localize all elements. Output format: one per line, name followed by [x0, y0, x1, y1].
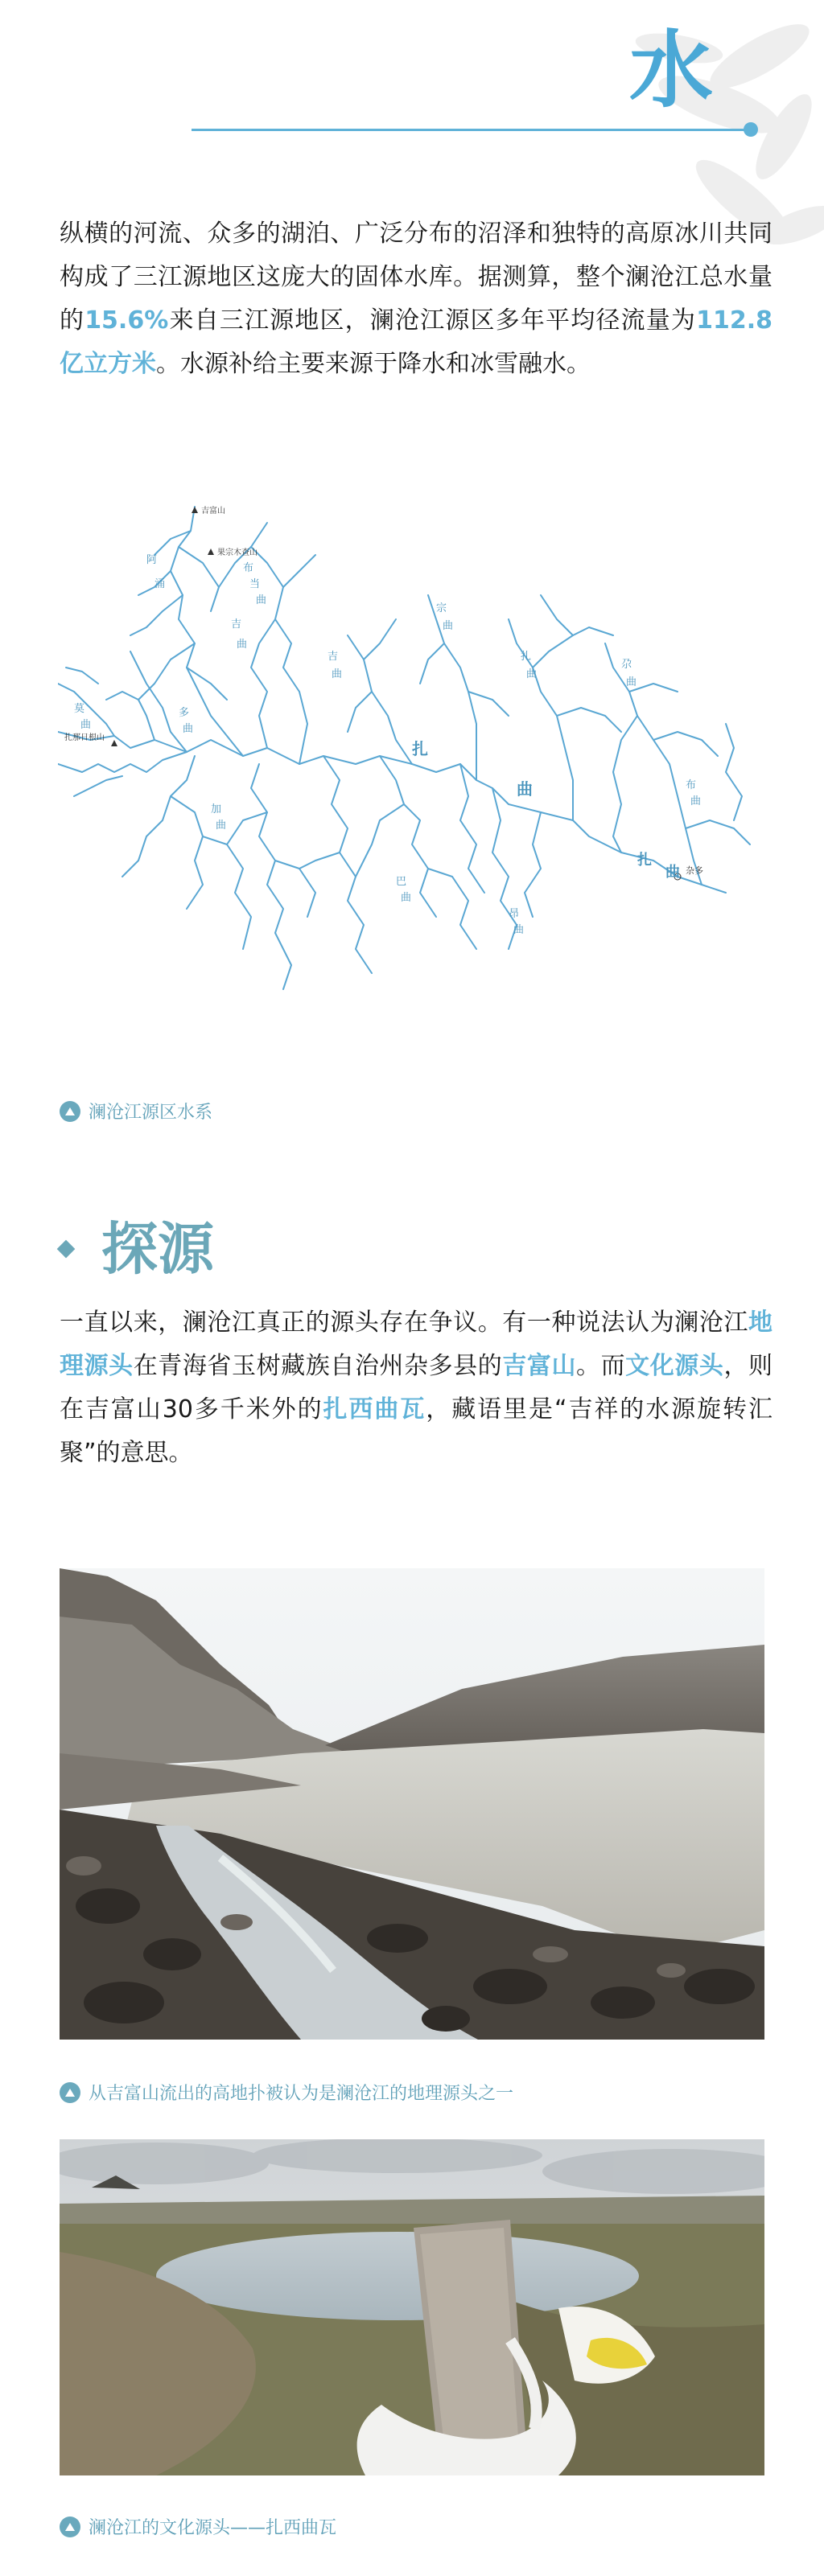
caption-triangle-icon	[60, 2082, 80, 2103]
map-label-b1: 吉	[231, 618, 242, 631]
map-label-i2: 曲	[526, 668, 538, 680]
page-title: 水	[629, 21, 715, 119]
section-text-5: ，藏语里是“吉祥的水源旋转汇聚”的意思。	[60, 1395, 772, 1467]
map-label-k1: 巴	[396, 876, 407, 888]
river-system-map	[58, 499, 766, 1013]
section-text-2: 在青海省玉树藏族自治州杂多县的	[133, 1352, 503, 1380]
zhaxiquwa-photo	[60, 2139, 764, 2475]
map-label-e1: 莫	[74, 703, 85, 715]
highlight-culture-source: 文化源头	[625, 1352, 724, 1380]
photo1-caption	[60, 2080, 513, 2105]
map-label-m2: 曲	[690, 795, 702, 807]
map-label-guoxin: 果宗木查山	[217, 548, 258, 557]
highlight-jifu: 吉富山	[502, 1352, 577, 1380]
map-label-j1: 尕	[621, 659, 632, 671]
map-label-c2: 当	[249, 578, 261, 590]
intro-text-2: 来自三江源地区，澜沧江源区多年平均径流量为	[168, 306, 697, 335]
section-text-3: 。而	[576, 1352, 626, 1380]
map-label-zha-main: 扎	[412, 739, 428, 758]
intro-paragraph	[60, 212, 772, 386]
map-label-zaduo: 杂多	[686, 865, 703, 876]
map-label-qu-main: 曲	[517, 779, 533, 799]
glacier-stream-photo	[60, 1568, 764, 2040]
intro-highlight-runoff: 112.8亿立方米	[60, 306, 773, 378]
map-label-c3: 曲	[256, 594, 267, 606]
map-label-g1: 吉	[328, 651, 339, 663]
map-label-d2: 曲	[183, 723, 194, 735]
section-paragraph	[60, 1301, 772, 1475]
highlight-geo-source: 地理源头	[60, 1309, 772, 1380]
map-label-h1: 宗	[436, 602, 447, 614]
section-diamond-icon	[57, 1240, 76, 1259]
map-label-e2: 曲	[80, 719, 92, 731]
section-title: 探源	[101, 1215, 214, 1282]
photo2-caption-text: 澜沧江的文化源头——扎西曲瓦	[89, 2518, 337, 2538]
photo2-caption	[60, 2514, 336, 2539]
map-label-g2: 曲	[332, 668, 343, 680]
map-label-qu-east: 曲	[665, 864, 680, 881]
map-label-d1: 多	[179, 707, 190, 719]
intro-text-3: 。水源补给主要来源于降水和冰雪融水。	[156, 350, 591, 378]
header-rule	[192, 129, 755, 131]
map-label-i1: 扎	[521, 651, 532, 663]
caption-triangle-icon	[60, 2516, 80, 2537]
map-label-zhana: 扎那日根山	[64, 733, 105, 742]
map-label-a1: 阿	[146, 554, 158, 566]
highlight-zhaxi: 扎西曲瓦	[323, 1395, 426, 1424]
map-label-f1: 加	[211, 803, 222, 816]
map-label-c1: 布	[243, 562, 254, 574]
map-label-b2: 曲	[237, 639, 248, 651]
intro-text-1: 纵横的河流、众多的湖泊、广泛分布的沼泽和独特的高原冰川共同构成了三江源地区这庞大的固体水库。据测算，整个澜沧江总水量的	[60, 220, 772, 335]
map-label-f2: 曲	[216, 820, 227, 832]
section-text-1: 一直以来，澜沧江真正的源头存在争议。有一种说法认为澜沧江	[60, 1309, 748, 1337]
section-text-4: ，则在吉富山30多千米外的	[60, 1352, 773, 1424]
map-label-l2: 曲	[513, 924, 525, 936]
photo1-caption-text: 从吉富山流出的高地扑被认为是澜沧江的地理源头之一	[89, 2084, 514, 2104]
map-label-k2: 曲	[401, 892, 412, 904]
map-label-l1: 昂	[509, 908, 520, 920]
header-rule-dot	[744, 122, 758, 137]
caption-triangle-icon	[60, 1101, 80, 1122]
map-caption-text: 澜沧江源区水系	[89, 1103, 213, 1123]
map-label-zha-east: 扎	[637, 852, 652, 869]
map-label-a2: 涌	[154, 578, 166, 590]
map-caption	[60, 1099, 212, 1124]
map-label-m1: 布	[686, 779, 697, 791]
intro-highlight-percent: 15.6%	[84, 306, 169, 335]
map-label-j2: 曲	[626, 676, 637, 688]
map-label-h2: 曲	[443, 620, 454, 632]
map-label-jifu: 吉富山	[201, 507, 225, 516]
